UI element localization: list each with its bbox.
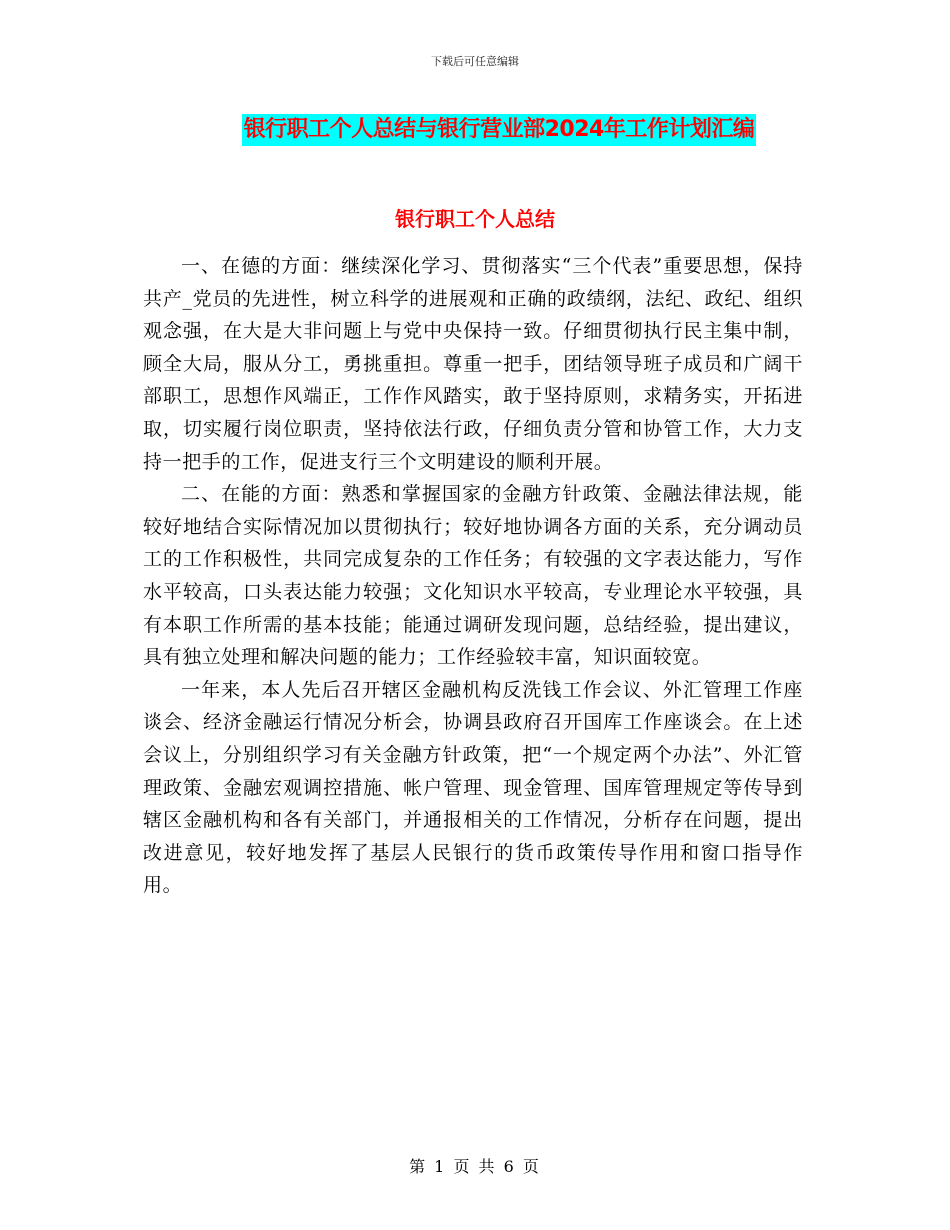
paragraph-virtue: 一、在德的方面：继续深化学习、贯彻落实“三个代表”重要思想，保持共产_党员的先进性，树立科学的进展观和正确的政绩纲，法纪、政纪、组织观念强，在大是大非问题上与党中央保持一致。仔细贯彻执行民主集中制，顾全大局，服从分工，勇挑重担。尊重一把手，团结领导班子成员和广阔干部职工，思想作风端正，工作作风踏实，敢于坚持原则，求精务实，开拓进取，切实履行岗位职责，坚持依法行政，仔细负责分管和协管工作，大力支持一把手的工作，促进支行三个文明建设的顺利开展。 — [143, 255, 803, 473]
page-number: 第 1 页 共 6 页 — [409, 1157, 541, 1176]
document-title-wrapper — [0, 114, 950, 146]
paragraph-ability: 二、在能的方面：熟悉和掌握国家的金融方针政策、金融法律法规，能较好地结合实际情况加以贯彻执行；较好地协调各方面的关系，充分调动员工的工作积极性，共同完成复杂的工作任务；有较强的文字表达能力，写作水平较高，口头表达能力较强；文化知识水平较高，专业理论水平较强，具有本职工作所需的基本技能；能通过调研发现问题，总结经验，提出建议，具有独立处理和解决问题的能力；工作经验较丰富，知识面较宽。 — [143, 483, 803, 669]
section-title: 银行职工个人总结 — [395, 207, 555, 231]
section-body — [143, 250, 803, 902]
paragraph-year-review: 一年来，本人先后召开辖区金融机构反洗钱工作会议、外汇管理工作座谈会、经济金融运行情况分析会，协调县政府召开国库工作座谈会。在上述会议上，分别组织学习有关金融方针政策，把“一个规定两个办法”、外汇管理政策、金融宏观调控措施、帐户管理、现金管理、国库管理规定等传导到辖区金融机构和各有关部门，并通报相关的工作情况，分析存在问题，提出改进意见，较好地发挥了基层人民银行的货币政策传导作用和窗口指导作用。 — [143, 678, 803, 897]
document-title: 银行职工个人总结与银行营业部2024年工作计划汇编 — [242, 114, 757, 146]
header-note: 下载后可任意编辑 — [431, 55, 519, 68]
